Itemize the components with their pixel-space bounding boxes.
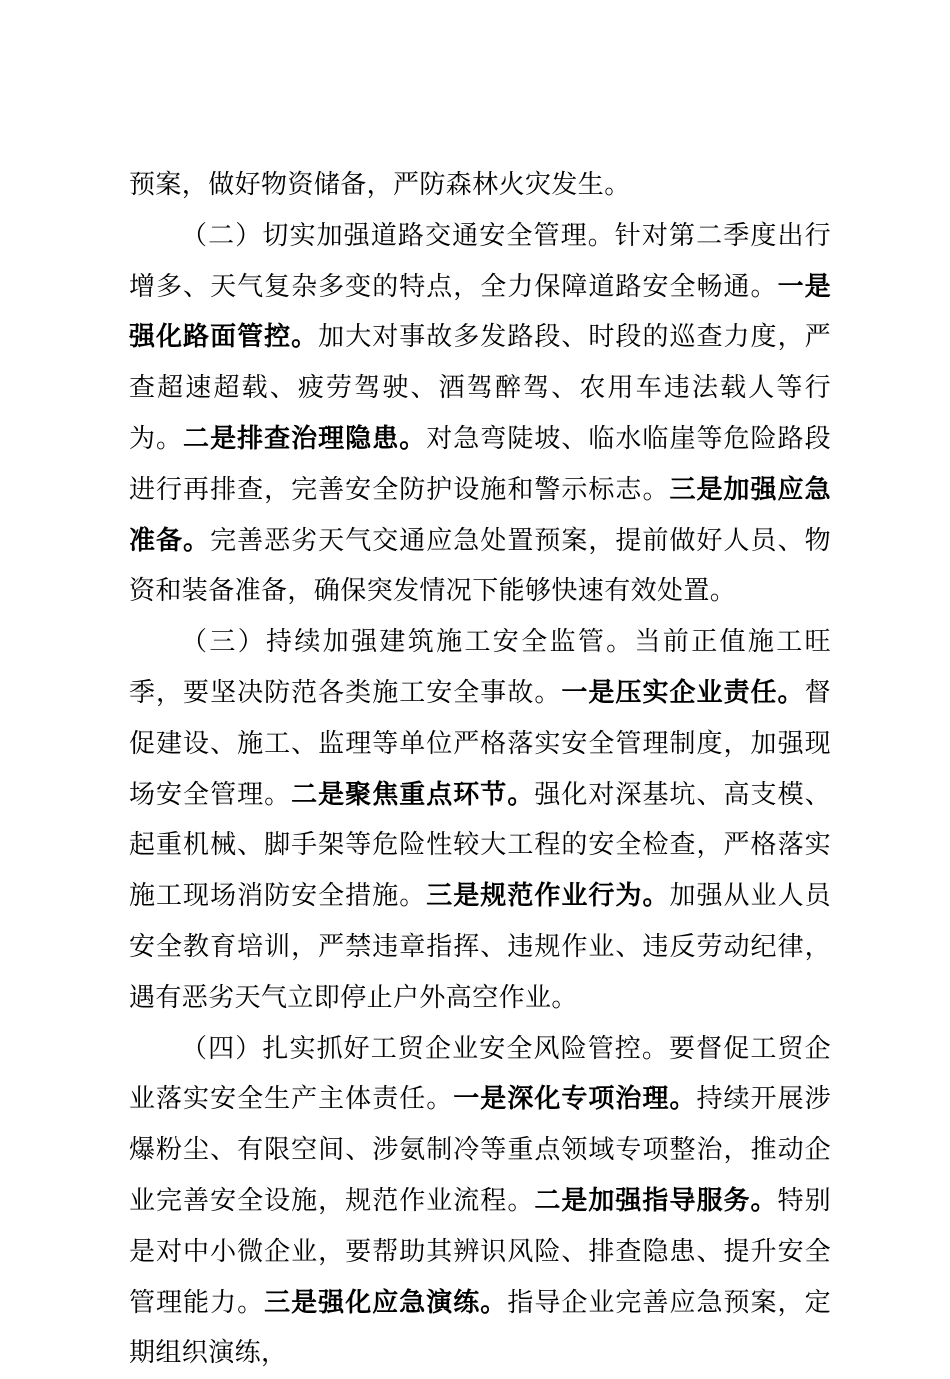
text-run: 加强从业人员安全教育培训，严禁违章指挥、违规作业、违反劳动纪律，遇有恶劣天气立即停止户外高空作业。 bbox=[129, 881, 832, 1013]
text-run: 持续开展涉爆粉尘、有限空间、涉氨制冷等重点领域专项整治，推动企业完善安全设施，规范作业流程。 bbox=[129, 1084, 831, 1216]
paragraph-4 bbox=[129, 1024, 831, 1379]
bold-heading-run: 三是规范作业行为。 bbox=[426, 881, 670, 912]
bold-heading-run: 二是聚焦重点环节。 bbox=[291, 779, 535, 810]
bold-heading-run: 一是压实企业责任。 bbox=[561, 677, 805, 708]
text-run: 预案，做好物资储备，严防森林火灾发生。 bbox=[129, 170, 631, 200]
bold-heading-run: 二是排查治理隐患。 bbox=[183, 423, 427, 454]
text-run: 特别是对中小微企业，要帮助其辨识风险、排查隐患、提升安全管理能力。 bbox=[129, 1185, 831, 1318]
text-run: （二）切实加强道路交通安全管理。针对第二季度出行增多、天气复杂多变的特点，全力保障道路安全畅通。 bbox=[129, 220, 831, 302]
bold-heading-run: 二是加强指导服务。 bbox=[534, 1185, 778, 1216]
text-run: 加大对事故多发路段、时段的巡查力度，严查超速超载、疲劳驾驶、酒驾醉驾、农用车违法载人等行为。 bbox=[129, 322, 831, 454]
bold-heading-run: 一是强化路面管控。 bbox=[129, 271, 831, 353]
text-run: 对急弯陡坡、临水临崖等危险路段进行再排查，完善安全防护设施和警示标志。 bbox=[129, 423, 831, 505]
paragraph-1 bbox=[129, 160, 831, 211]
bold-heading-run: 三是强化应急演练。 bbox=[264, 1287, 508, 1318]
text-run: 完善恶劣天气交通应急处置预案，提前做好人员、物资和装备准备，确保突发情况下能够快速有效处置。 bbox=[129, 525, 832, 607]
bold-heading-run: 一是深化专项治理。 bbox=[453, 1084, 697, 1115]
document-body bbox=[129, 160, 831, 1379]
bold-heading-run: 三是加强应急准备。 bbox=[129, 474, 831, 556]
text-run: 强化对深基坑、高支模、起重机械、脚手架等危险性较大工程的安全检查，严格落实施工现场消防安全措施。 bbox=[129, 779, 831, 912]
text-run: 督促建设、施工、监理等单位严格落实安全管理制度，加强现场安全管理。 bbox=[129, 677, 831, 810]
text-run: 指导企业完善应急预案，定期组织演练， bbox=[129, 1287, 831, 1369]
paragraph-3 bbox=[129, 617, 831, 1023]
text-run: （四）扎实抓好工贸企业安全风险管控。要督促工贸企业落实安全生产主体责任。 bbox=[129, 1033, 831, 1115]
text-run: （三）持续加强建筑施工安全监管。当前正值施工旺季，要坚决防范各类施工安全事故。 bbox=[129, 627, 831, 708]
paragraph-2 bbox=[129, 211, 831, 617]
